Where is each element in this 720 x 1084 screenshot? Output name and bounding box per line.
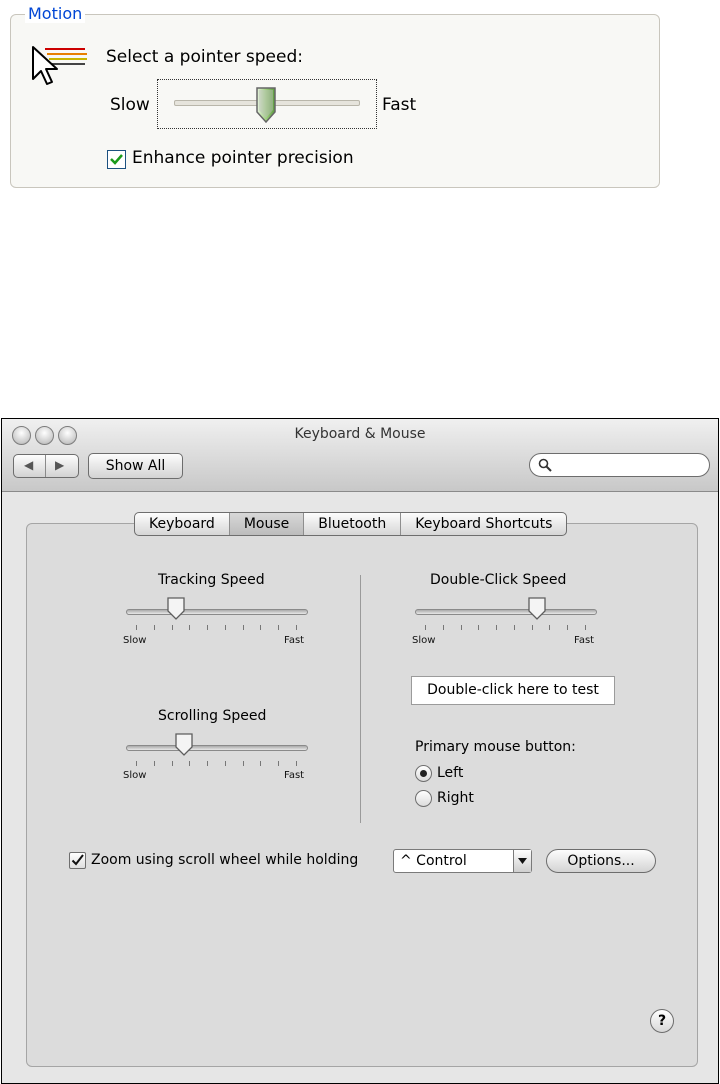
checkmark-icon	[108, 151, 125, 168]
tab-bluetooth[interactable]: Bluetooth	[304, 513, 401, 535]
slider-tick	[189, 625, 190, 630]
modifier-key-value: ^ Control	[400, 853, 467, 869]
slider-tick	[243, 625, 244, 630]
tab-keyboard[interactable]: Keyboard	[135, 513, 230, 535]
help-button[interactable]: ?	[650, 1009, 674, 1033]
pointer-speed-slider[interactable]	[157, 79, 377, 129]
preferences-panel	[26, 523, 698, 1067]
slider-track	[415, 609, 597, 615]
slider-tick	[567, 625, 568, 630]
tracking-fast-label: Fast	[284, 635, 305, 646]
popup-arrow-button[interactable]	[513, 850, 531, 872]
primary-left-radio[interactable]	[415, 765, 432, 782]
checkmark-icon	[70, 853, 85, 868]
slider-tick	[243, 761, 244, 766]
primary-left-label: Left	[437, 765, 464, 781]
slider-track	[126, 745, 308, 751]
scrolling-slow-label: Slow	[123, 770, 147, 781]
double-click-speed-title: Double-Click Speed	[430, 572, 567, 588]
back-arrow-icon[interactable]: ◀	[24, 458, 34, 472]
slider-tick	[172, 625, 173, 630]
slider-tick	[443, 625, 444, 630]
slider-tick	[496, 625, 497, 630]
slider-tick	[260, 625, 261, 630]
show-all-button[interactable]: Show All	[88, 453, 183, 479]
slow-label: Slow	[110, 95, 150, 115]
chevron-down-icon	[514, 850, 531, 872]
slider-track	[126, 609, 308, 615]
tab-bar	[134, 512, 567, 536]
primary-mouse-button-label: Primary mouse button:	[415, 739, 576, 755]
slider-tick	[296, 761, 297, 766]
motion-group-title: Motion	[25, 5, 85, 23]
options-button[interactable]: Options...	[546, 849, 656, 873]
slider-tick	[461, 625, 462, 630]
tracking-speed-title: Tracking Speed	[158, 572, 265, 588]
double-click-fast-label: Fast	[574, 635, 595, 646]
segment-divider	[45, 455, 46, 477]
search-icon	[538, 458, 552, 472]
slider-tick	[172, 761, 173, 766]
enhance-precision-checkbox[interactable]	[107, 150, 126, 169]
slider-tick	[207, 625, 208, 630]
slider-thumb[interactable]	[527, 597, 547, 621]
title-bar	[2, 419, 718, 492]
slider-tick	[225, 761, 226, 766]
tab-mouse[interactable]: Mouse	[230, 513, 304, 535]
slider-thumb[interactable]	[255, 86, 277, 124]
preferences-window	[1, 418, 719, 1084]
navigation-segment	[13, 454, 79, 478]
slider-tick	[549, 625, 550, 630]
tracking-slow-label: Slow	[123, 635, 147, 646]
slider-tick	[260, 761, 261, 766]
tab-keyboard-shortcuts[interactable]: Keyboard Shortcuts	[415, 516, 553, 532]
fast-label: Fast	[382, 95, 417, 115]
double-click-test-area[interactable]: Double-click here to test	[411, 676, 615, 705]
enhance-precision-label: Enhance pointer precision	[132, 148, 354, 168]
zoom-checkbox[interactable]	[69, 852, 86, 869]
slider-tick	[278, 625, 279, 630]
slider-tick	[478, 625, 479, 630]
slider-tick	[532, 625, 533, 630]
pointer-speed-icon	[29, 41, 91, 87]
scrolling-fast-label: Fast	[284, 770, 305, 781]
slider-tick	[136, 625, 137, 630]
slider-tick	[585, 625, 586, 630]
search-input[interactable]	[529, 453, 710, 477]
scrolling-speed-title: Scrolling Speed	[158, 708, 267, 724]
double-click-slow-label: Slow	[412, 635, 436, 646]
modifier-key-popup[interactable]	[393, 849, 532, 873]
slider-thumb[interactable]	[174, 733, 194, 757]
window-title: Keyboard & Mouse	[294, 426, 426, 442]
zoom-label: Zoom using scroll wheel while holding	[91, 852, 359, 868]
slider-thumb[interactable]	[166, 597, 186, 621]
slider-tick	[278, 761, 279, 766]
slider-tick	[296, 625, 297, 630]
pointer-speed-label: Select a pointer speed:	[106, 47, 303, 67]
slider-tick	[225, 625, 226, 630]
slider-tick	[514, 625, 515, 630]
slider-tick	[154, 625, 155, 630]
slider-tick	[154, 761, 155, 766]
slider-tick	[189, 761, 190, 766]
slider-tick	[136, 761, 137, 766]
primary-right-radio[interactable]	[415, 790, 432, 807]
motion-group	[10, 4, 660, 188]
column-divider	[360, 575, 361, 823]
primary-right-label: Right	[437, 790, 474, 806]
slider-tick	[207, 761, 208, 766]
forward-arrow-icon[interactable]: ▶	[55, 458, 65, 472]
slider-tick	[425, 625, 426, 630]
